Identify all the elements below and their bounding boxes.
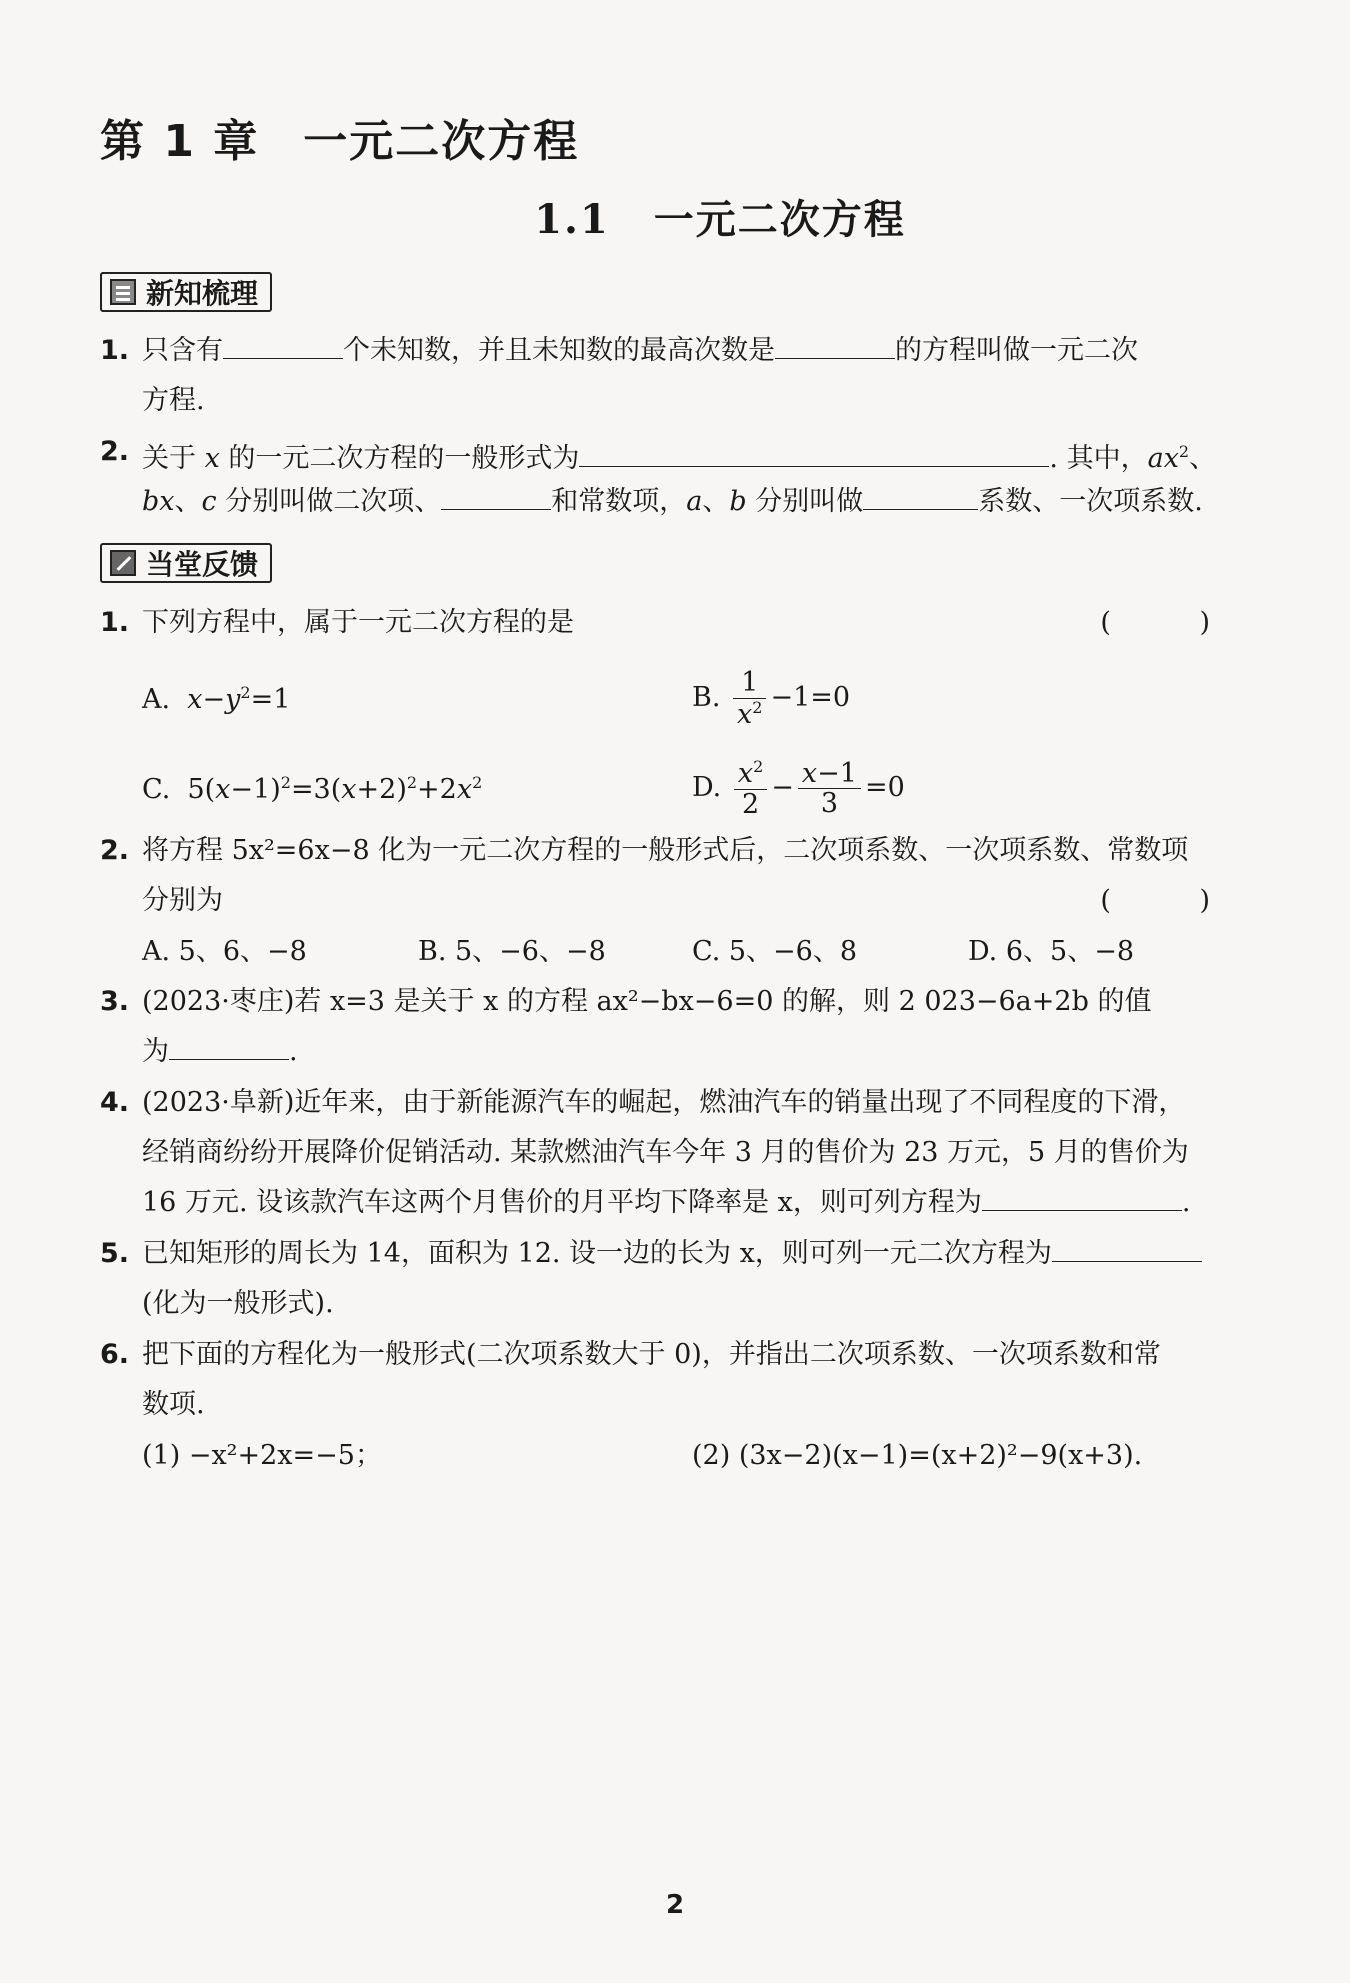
question-text: 的方程叫做一元二次 xyxy=(895,335,1138,366)
question-number: 3. xyxy=(100,986,130,1017)
answer-blank[interactable] xyxy=(169,1029,289,1060)
question-text: 16 万元. 设该款汽车这两个月售价的月平均下降率是 x，则可列方程为 xyxy=(142,1187,982,1218)
fraction: $\frac{x^2}{2}$ xyxy=(734,758,767,819)
sub-question-1: (1) −x²+2x=−5； xyxy=(142,1440,382,1471)
question-text: 个未知数，并且未知数的最高次数是 xyxy=(343,335,775,366)
option-b[interactable]: B. 5、−6、−8 xyxy=(418,936,606,967)
answer-blank[interactable] xyxy=(223,328,343,359)
fraction: $\frac{x-1}{3}$ xyxy=(798,759,861,819)
knowledge-tag-label: 新知梳理 xyxy=(146,277,259,310)
sub-question-2: (2) (3x−2)(x−1)=(x+2)²−9(x+3). xyxy=(692,1440,1143,1471)
question-text: 关于 xyxy=(142,443,196,474)
question-text: 的一元二次方程的一般形式为 xyxy=(228,443,580,474)
question-text: 已知矩形的周长为 14，面积为 12. 设一边的长为 x，则可列一元二次方程为 xyxy=(142,1238,1052,1269)
answer-blank[interactable] xyxy=(982,1180,1182,1211)
pen-icon xyxy=(110,550,136,576)
question-text: 经销商纷纷开展降价促销活动. 某款燃油汽车今年 3 月的售价为 23 万元，5 月的售价为 xyxy=(142,1137,1189,1168)
knowledge-tag xyxy=(100,272,272,312)
answer-blank[interactable] xyxy=(579,436,1049,467)
answer-paren[interactable]: ( ) xyxy=(1100,607,1250,638)
option-label: C. xyxy=(142,774,171,805)
question-text: 方程. xyxy=(142,385,205,416)
question-text: 分别叫做 xyxy=(755,486,864,517)
section-title: 一元二次方程 xyxy=(653,196,906,243)
option-d[interactable]: D. $\frac{x^2}{2}$ − $\frac{x-1}{3}$ =0 xyxy=(692,757,905,820)
chapter-label: 第 1 章 xyxy=(100,116,260,167)
question-number: 2. xyxy=(100,436,130,467)
option-c[interactable]: C. $5(x-1)^2=3(x+2)^2+2x^2$ xyxy=(142,773,483,805)
question-text: 只含有 xyxy=(142,335,223,366)
answer-blank[interactable] xyxy=(775,328,895,359)
option-d[interactable]: D. 6、5、−8 xyxy=(968,936,1135,967)
answer-blank[interactable] xyxy=(863,479,978,510)
question-text: (化为一般形式). xyxy=(142,1288,334,1319)
option-c[interactable]: C. 5、−6、8 xyxy=(692,936,858,967)
answer-blank[interactable] xyxy=(441,479,551,510)
question-number: 1. xyxy=(100,335,130,366)
option-label: B. xyxy=(692,682,721,714)
question-text: (2023·枣庄)若 x=3 是关于 x 的方程 ax²−bx−6=0 的解，则 2 023−6a+2b 的值 xyxy=(142,986,1152,1017)
question-text: . xyxy=(289,1036,298,1067)
question-text: 、 xyxy=(1189,443,1217,474)
option-label: A. xyxy=(142,684,171,715)
question-number: 5. xyxy=(100,1238,130,1269)
answer-paren[interactable]: ( ) xyxy=(1100,885,1250,916)
option-label: D. xyxy=(692,772,722,804)
question-text: (2023·阜新)近年来，由于新能源汽车的崛起，燃油汽车的销量出现了不同程度的下滑， xyxy=(142,1087,1186,1118)
option-a[interactable]: A. $x-y^2=1$ xyxy=(142,683,291,715)
question-text: . xyxy=(1181,1187,1191,1218)
chapter-title: 一元二次方程 xyxy=(303,116,580,167)
fraction: $\frac{1}{x^2}$ xyxy=(733,668,766,729)
question-number: 6. xyxy=(100,1339,130,1370)
answer-blank[interactable] xyxy=(1052,1231,1202,1262)
question-number: 2. xyxy=(100,835,130,866)
question-text: 系数、一次项系数. xyxy=(978,486,1203,517)
section-heading xyxy=(0,188,1350,245)
question-text: 分别为 xyxy=(142,885,223,916)
feedback-tag xyxy=(100,543,272,583)
question-number: 1. xyxy=(100,607,130,638)
feedback-tag-label: 当堂反馈 xyxy=(146,548,259,581)
question-number: 4. xyxy=(100,1087,130,1118)
question-text: 数项. xyxy=(142,1389,205,1420)
chapter-heading xyxy=(100,105,579,169)
question-text: 把下面的方程化为一般形式(二次项系数大于 0)，并指出二次项系数、一次项系数和常 xyxy=(142,1339,1161,1370)
question-text: 将方程 5x²=6x−8 化为一元二次方程的一般形式后，二次项系数、一次项系数、常数项 xyxy=(142,835,1189,866)
worksheet-page: 第 1 章 一元二次方程 1.1 一元二次方程 新知梳理 1. 只含有 个未知数，并且未知数的最高次数是 的方程叫做一元二次 方程. 2. 关于 x 的一元二次方程的一般形式为 . 其中，$ax^2$、 bx、c 分别叫做二次项、 和常数项，a、b 分别叫做 系数、一次项系数. 当堂反馈 1. 下列方程中，属于一元二次方程的是 ( ) A. $x-y^2=1$ B. $\frac{1}{x^2}$ −1=0 C. $5(x-1)^2=3(x+2)^2+2x^2$ D. $\frac{x^2}{2}$ − $\frac{x-1}{3}$ =0 2. 将方程 5x²=6x−8 化为一元二次方程的一般形式后，二次项系数、一次项系数、常数项 分别为 ( ) A. 5、6、−8 B. 5、−6、−8 C. 5、−6、8 D. 6、5、−8 3. (2023·枣庄)若 x=3 是关于 x 的方程 ax²−bx−6=0 的解，则 2 023−6a+2b 的值 为 . 4. (2023·阜新)近年来，由于新能源汽车的崛起，燃油汽车的销量出现了不同程度的下滑， 经销商纷纷开展降价促销活动. 某款燃油汽车今年 3 月的售价为 23 万元，5 月的售价为 16 万元. 设该款汽车这两个月售价的月平均下降率是 x，则可列方程为 . 5. 已知矩形的周长为 14，面积为 12. 设一边的长为 x，则可列一元二次方程为 (化为一般形式). 6. 把下面的方程化为一般形式(二次项系数大于 0)，并指出二次项系数、一次项系数和常 数项. (1) −x²+2x=−5； (2) (3x−2)(x−1)=(x+2)²−9(x+3). 2 xyxy=(0,0,1350,1983)
question-text: 为 xyxy=(142,1036,169,1067)
option-a[interactable]: A. 5、6、−8 xyxy=(142,936,307,967)
page-number: 2 xyxy=(665,1890,685,1920)
option-b[interactable]: B. $\frac{1}{x^2}$ −1=0 xyxy=(692,667,851,730)
section-number: 1.1 xyxy=(534,196,610,243)
notebook-icon xyxy=(110,279,136,305)
question-text: 和常数项， xyxy=(551,486,687,517)
question-text: . 其中， xyxy=(1049,443,1148,474)
question-text: 分别叫做二次项、 xyxy=(225,486,442,517)
question-text: 下列方程中，属于一元二次方程的是 xyxy=(142,607,574,638)
